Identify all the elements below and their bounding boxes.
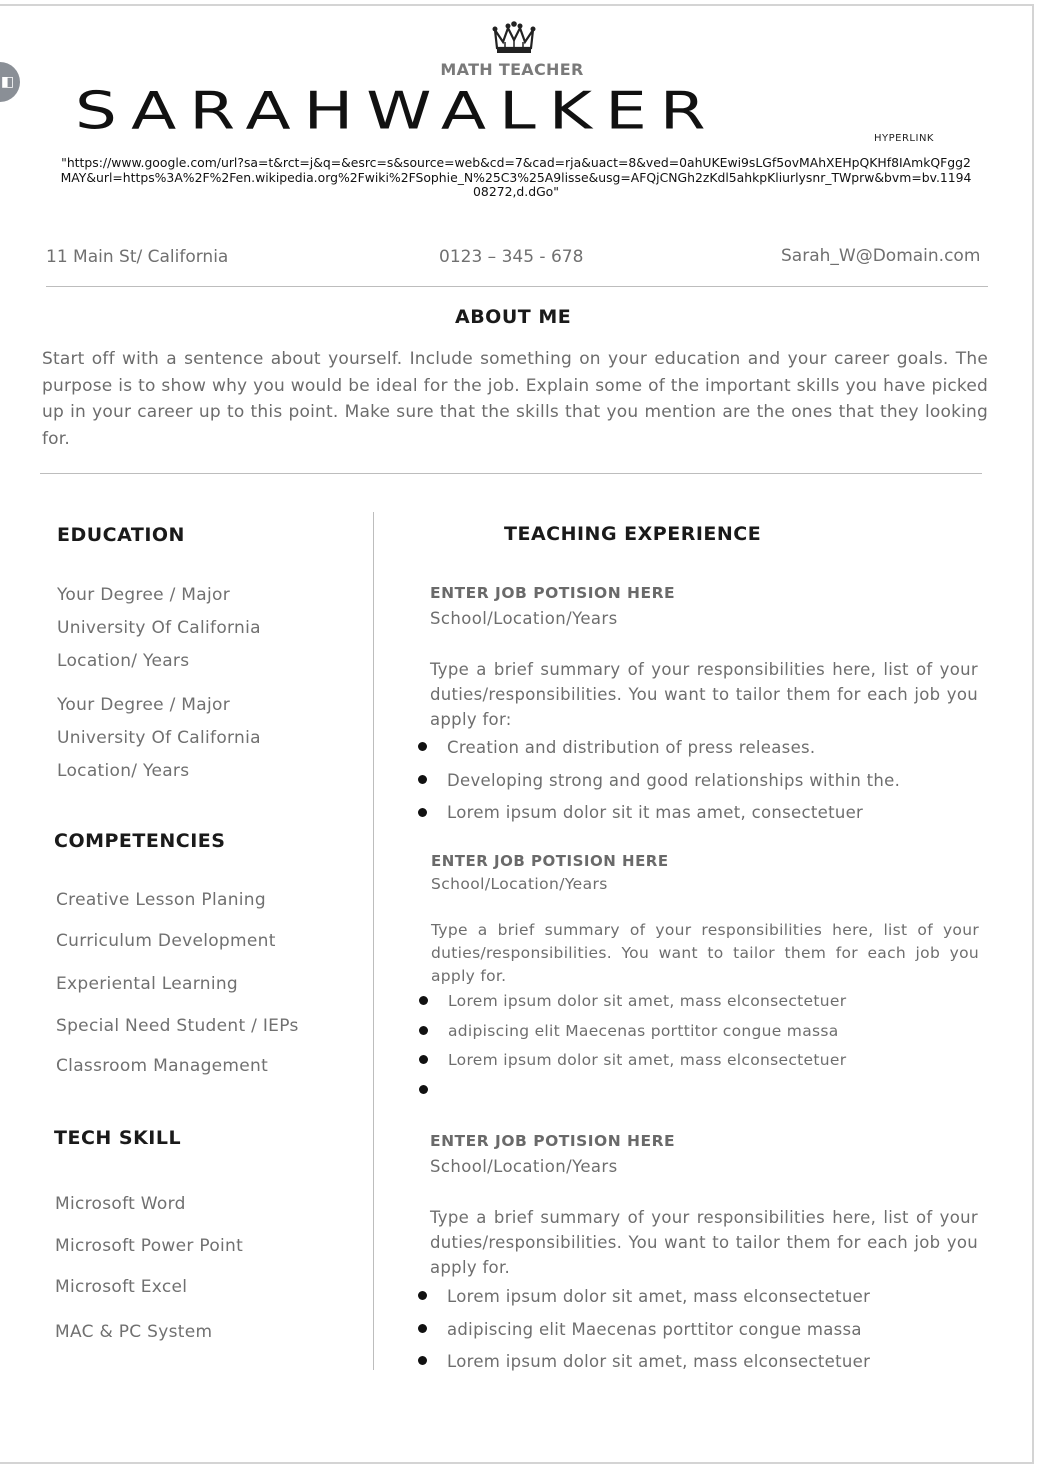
job-school: School/Location/Years [431, 875, 608, 893]
job-title: ENTER JOB POTISION HERE [430, 1132, 676, 1150]
tab-icon: ◧ [1, 74, 15, 90]
job-school: School/Location/Years [430, 1157, 618, 1176]
tech-skill-title: TECH SKILL [54, 1127, 182, 1149]
competency-item: Creative Lesson Planing [56, 890, 266, 910]
competency-item: Special Need Student / IEPs [56, 1016, 299, 1036]
bullet-dot [419, 1026, 428, 1035]
bullet-dot [418, 808, 427, 817]
education-school: University Of California [57, 728, 261, 748]
competencies-title: COMPETENCIES [54, 830, 226, 852]
job-bullet: Lorem ipsum dolor sit amet, mass elconsectetuer [448, 1051, 847, 1069]
column-divider [373, 512, 374, 1370]
job-summary: Type a brief summary of your responsibilities here, list of your duties/responsibilities. You want to tailor them for each job you apply for: [430, 660, 978, 729]
bullet-dot [418, 775, 427, 784]
crown-icon [491, 20, 537, 56]
hyperlink-url[interactable]: "https://www.google.com/url?sa=t&rct=j&q=&esrc=s&source=web&cd=7&cad=rja&uact=8&ved=0ahUKEwi9sLGf5ovMAhXEHpQKHf8IAmkQFgg2MAY&url=https%3A%2F%2Fen.wikipedia.org%2Fwiki%2FSophie_N%25C3%25A9lisse&usg=AFQjCNGh2zKdl5ahkpKliurlysnr_TWprw&bvm=bv.119408272,d.dGo" [60, 155, 972, 199]
about-text: Start off with a sentence about yourself. Include something on your education and your career goals. The purpose is to show why you would be ideal for the job. Explain some of the important skills you have picked up in your career up to this point. Make sure that the skills that you mention are the ones that they looking for. [42, 349, 988, 449]
competency-item: Experiental Learning [56, 974, 239, 994]
contact-address: 11 Main St/ California [46, 247, 229, 267]
job-bullet: Developing strong and good relationships within the. [447, 771, 901, 790]
candidate-name: SARAHWALKER [75, 80, 719, 141]
tech-skill-item: Microsoft Word [55, 1194, 186, 1214]
job-bullet: Lorem ipsum dolor sit it mas amet, consectetuer [447, 803, 864, 822]
hyperlink-label[interactable]: HYPERLINK [874, 133, 934, 144]
divider [40, 473, 982, 474]
competency-item: Classroom Management [56, 1056, 269, 1076]
job-bullet: adipiscing elit Maecenas porttitor congue massa [448, 1022, 839, 1040]
job-summary: Type a brief summary of your responsibilities here, list of your duties/responsibilities. You want to tailor them for each job you apply for. [431, 921, 979, 985]
bullet-dot [419, 996, 428, 1005]
tech-skill-item: Microsoft Power Point [55, 1236, 244, 1256]
contact-email[interactable]: Sarah_W@Domain.com [781, 246, 981, 266]
education-location: Location/ Years [57, 651, 190, 671]
job-school: School/Location/Years [430, 609, 618, 628]
education-degree: Your Degree / Major [57, 695, 231, 715]
job-bullet: Lorem ipsum dolor sit amet, mass elconsectetuer [447, 1352, 871, 1371]
education-title: EDUCATION [57, 524, 185, 546]
bullet-dot [419, 1055, 428, 1064]
competency-item: Curriculum Development [56, 931, 276, 951]
about-title: ABOUT ME [455, 306, 572, 328]
tech-skill-item: MAC & PC System [55, 1322, 213, 1342]
tech-skill-item: Microsoft Excel [55, 1277, 188, 1297]
contact-phone: 0123 – 345 - 678 [439, 247, 584, 267]
bullet-dot [419, 1085, 428, 1094]
bullet-dot [418, 742, 427, 751]
job-subtitle: MATH TEACHER [440, 60, 584, 79]
job-bullet: adipiscing elit Maecenas porttitor congue massa [447, 1320, 862, 1339]
job-summary: Type a brief summary of your responsibilities here, list of your duties/responsibilities. You want to tailor them for each job you apply for. [430, 1208, 978, 1277]
job-bullet: Lorem ipsum dolor sit amet, mass elconsectetuer [448, 992, 847, 1010]
job-title: ENTER JOB POTISION HERE [431, 852, 669, 870]
bullet-dot [418, 1291, 427, 1300]
experience-title: TEACHING EXPERIENCE [504, 523, 762, 545]
job-bullet: Lorem ipsum dolor sit amet, mass elconsectetuer [447, 1287, 871, 1306]
divider [46, 286, 988, 287]
job-title: ENTER JOB POTISION HERE [430, 584, 676, 602]
education-location: Location/ Years [57, 761, 190, 781]
education-degree: Your Degree / Major [57, 585, 231, 605]
bullet-dot [418, 1356, 427, 1365]
bullet-dot [418, 1324, 427, 1333]
job-bullet: Creation and distribution of press releases. [447, 738, 816, 757]
education-school: University Of California [57, 618, 261, 638]
